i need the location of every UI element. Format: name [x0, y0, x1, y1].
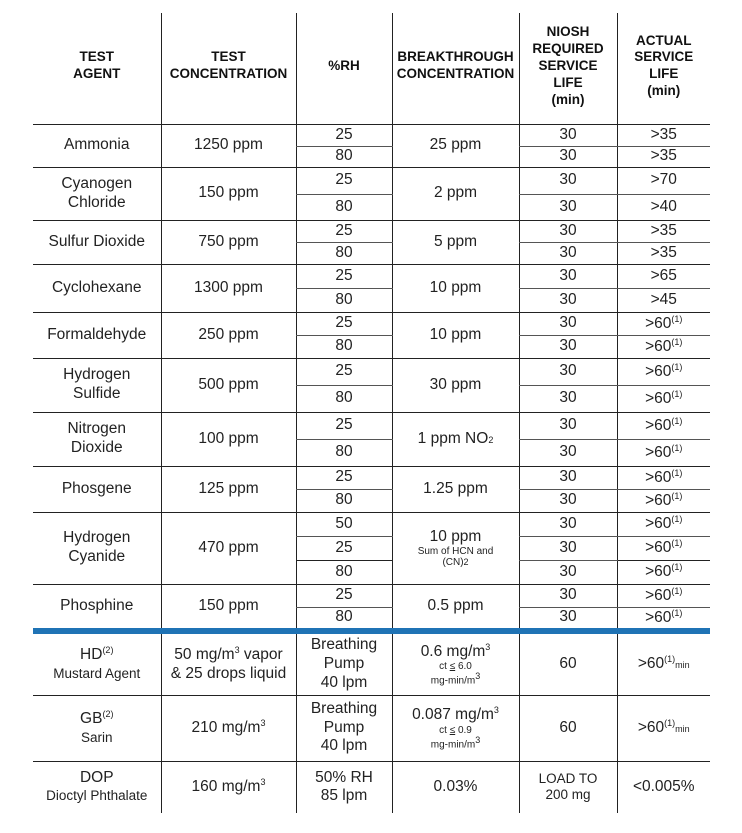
actual-cell: >45: [617, 288, 710, 312]
table-row: [33, 220, 710, 242]
breakthrough-cell: 0.6 $mg/m^3$ ct ≤ 6.0 $mg-\min/m^3$: [392, 634, 519, 695]
concentration-cell: 1300 ppm: [161, 264, 296, 312]
actual-cell: >40: [617, 194, 710, 220]
service-life-table: [33, 13, 710, 813]
header-niosh-service-life: NIOSH REQUIRED SERVICE LIFE (min): [519, 13, 617, 124]
table-row: [33, 264, 710, 288]
header-actual-service-life: ACTUAL SERVICE LIFE (min): [617, 13, 710, 124]
rh-cell: 25: [296, 312, 392, 335]
concentration-cell: 250 ppm: [161, 312, 296, 358]
concentration-cell: 160 $mg/m^3$: [161, 761, 296, 813]
header-test-concentration: TEST CONCENTRATION: [161, 13, 296, 124]
rh-cell: 25: [296, 466, 392, 489]
table-row: [33, 695, 710, 761]
niosh-cell: 60: [519, 695, 617, 761]
rh-cell: 25: [296, 412, 392, 439]
agent-cell: Ammonia: [33, 124, 161, 167]
breakthrough-cell: 0.5 ppm: [392, 584, 519, 628]
header-breakthrough: BREAKTHROUGH CONCENTRATION: [392, 13, 519, 124]
niosh-cell: 30: [519, 194, 617, 220]
concentration-cell: 750 ppm: [161, 220, 296, 264]
concentration-cell: 100 ppm: [161, 412, 296, 466]
breakthrough-cell: 10 ppm Sum of HCN and (CN)2: [392, 512, 519, 584]
rh-cell: 25: [296, 358, 392, 385]
rh-cell: 25: [296, 264, 392, 288]
agent-cell: Formaldehyde: [33, 312, 161, 358]
table-row: [33, 124, 710, 146]
table-row: [33, 167, 710, 194]
actual-cell: $>60^{(1)}$: [617, 358, 710, 385]
rh-cell: Breathing Pump 40 lpm: [296, 695, 392, 761]
rh-cell: 25: [296, 584, 392, 607]
rh-cell: 80: [296, 560, 392, 584]
header-rh: %RH: [296, 13, 392, 124]
rh-cell: 25: [296, 536, 392, 560]
actual-cell: >35: [617, 124, 710, 146]
concentration-cell: 125 ppm: [161, 466, 296, 512]
agent-cell: Hydrogen Cyanide: [33, 512, 161, 584]
agent-cell: Sulfur Dioxide: [33, 220, 161, 264]
niosh-cell: LOAD TO 200 mg: [519, 761, 617, 813]
actual-cell: <0.005%: [617, 761, 710, 813]
concentration-cell: 500 ppm: [161, 358, 296, 412]
actual-cell: >65: [617, 264, 710, 288]
rh-cell: 80: [296, 335, 392, 358]
breakthrough-cell: 10 ppm: [392, 264, 519, 312]
niosh-cell: 30: [519, 584, 617, 607]
rh-cell: Breathing Pump 40 lpm: [296, 634, 392, 695]
niosh-cell: 30: [519, 358, 617, 385]
table-row: [33, 312, 710, 335]
table-row: [33, 584, 710, 607]
table-row: [33, 466, 710, 489]
concentration-cell: 1250 ppm: [161, 124, 296, 167]
niosh-cell: 60: [519, 634, 617, 695]
concentration-cell: 210 $mg/m^3$: [161, 695, 296, 761]
rh-cell: 25: [296, 220, 392, 242]
rh-cell: 50: [296, 512, 392, 536]
actual-cell: $>60^{(1)}$: [617, 512, 710, 536]
breakthrough-cell: 5 ppm: [392, 220, 519, 264]
niosh-cell: 30: [519, 335, 617, 358]
breakthrough-cell: 0.087 $mg/m^3$ ct ≤ 0.9 $mg-\min/m^3$: [392, 695, 519, 761]
table-row: [33, 358, 710, 385]
actual-cell: >35: [617, 242, 710, 264]
niosh-cell: 30: [519, 412, 617, 439]
niosh-cell: 30: [519, 536, 617, 560]
niosh-cell: 30: [519, 220, 617, 242]
actual-cell: $>60^{(1)}$: [617, 607, 710, 628]
concentration-cell: 470 ppm: [161, 512, 296, 584]
agent-cell: GB$^{(2)}$ Sarin: [33, 695, 161, 761]
niosh-cell: 30: [519, 560, 617, 584]
agent-cell: HD$^{(2)}$ Mustard Agent: [33, 634, 161, 695]
niosh-cell: 30: [519, 146, 617, 167]
rh-cell: 80: [296, 194, 392, 220]
niosh-cell: 30: [519, 167, 617, 194]
actual-cell: $>60^{(1)}$: [617, 466, 710, 489]
actual-cell: $>60^{(1)}$: [617, 536, 710, 560]
niosh-cell: 30: [519, 607, 617, 628]
rh-cell: 50% RH 85 lpm: [296, 761, 392, 813]
niosh-cell: 30: [519, 124, 617, 146]
rh-cell: 80: [296, 242, 392, 264]
rh-cell: 80: [296, 489, 392, 512]
actual-cell: $>60^{(1)}$: [617, 412, 710, 439]
rh-cell: 80: [296, 146, 392, 167]
actual-cell: $>60^{(1)}\min$: [617, 634, 710, 695]
breakthrough-cell: 1.25 ppm: [392, 466, 519, 512]
niosh-cell: 30: [519, 466, 617, 489]
rh-cell: 25: [296, 167, 392, 194]
agent-cell: DOP Dioctyl Phthalate: [46, 768, 148, 804]
rh-cell: 80: [296, 607, 392, 628]
actual-cell: >70: [617, 167, 710, 194]
niosh-cell: 30: [519, 312, 617, 335]
table-row: [33, 634, 710, 695]
actual-cell: $>60^{(1)}\min$: [617, 695, 710, 761]
agent-cell: Nitrogen Dioxide: [33, 412, 161, 466]
actual-cell: $>60^{(1)}$: [617, 560, 710, 584]
niosh-cell: 30: [519, 264, 617, 288]
agent-cell: Cyclohexane: [33, 264, 161, 312]
agent-cell: Cyanogen Chloride: [33, 167, 161, 220]
breakthrough-cell: 25 ppm: [392, 124, 519, 167]
header-row: [33, 13, 710, 124]
breakthrough-cell: 1 ppm NO2: [392, 412, 519, 466]
actual-cell: $>60^{(1)}$: [617, 489, 710, 512]
niosh-cell: 30: [519, 512, 617, 536]
actual-cell: $>60^{(1)}$: [617, 439, 710, 466]
rh-cell: 80: [296, 385, 392, 412]
actual-cell: >35: [617, 220, 710, 242]
niosh-cell: 30: [519, 439, 617, 466]
breakthrough-cell: 10 ppm: [392, 312, 519, 358]
concentration-cell: 150 ppm: [161, 584, 296, 628]
agent-cell: Phosphine: [60, 596, 134, 614]
niosh-cell: 30: [519, 385, 617, 412]
actual-cell: $>60^{(1)}$: [617, 312, 710, 335]
agent-cell: Hydrogen Sulfide: [33, 358, 161, 412]
breakthrough-cell: 0.03%: [392, 761, 519, 813]
rh-cell: 80: [296, 288, 392, 312]
agent-cell: Phosgene: [33, 466, 161, 512]
actual-cell: $>60^{(1)}$: [617, 335, 710, 358]
breakthrough-cell: 30 ppm: [392, 358, 519, 412]
header-test-agent: TEST AGENT: [73, 49, 121, 82]
concentration-cell: 150 ppm: [161, 167, 296, 220]
rh-cell: 80: [296, 439, 392, 466]
actual-cell: $>60^{(1)}$: [617, 584, 710, 607]
niosh-cell: 30: [519, 489, 617, 512]
table-row: [33, 412, 710, 439]
table-row: [33, 761, 710, 813]
table-row: [33, 512, 710, 536]
actual-cell: $>60^{(1)}$: [617, 385, 710, 412]
breakthrough-cell: 2 ppm: [392, 167, 519, 220]
rh-cell: 25: [296, 124, 392, 146]
concentration-cell: 50 $mg/m^3$ vapor & 25 drops liquid: [161, 634, 296, 695]
niosh-cell: 30: [519, 242, 617, 264]
niosh-cell: 30: [519, 288, 617, 312]
actual-cell: >35: [617, 146, 710, 167]
